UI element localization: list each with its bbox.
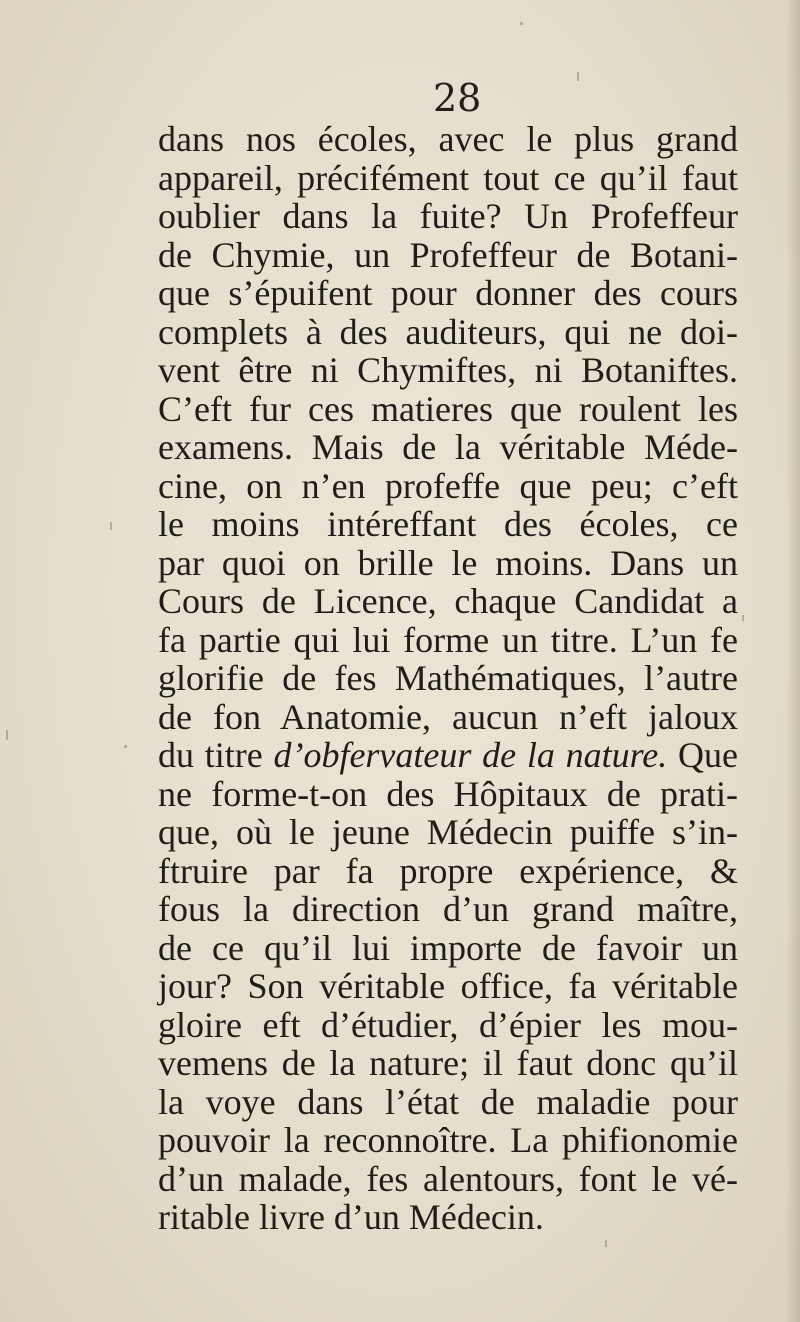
text-line: ftruire par fa propre expérience, &	[158, 850, 738, 891]
text-line: fa partie qui lui forme un titre. L’un fe	[158, 619, 738, 660]
text-line: glorifie de fes Mathématiques, l’autre	[158, 658, 738, 698]
paper-speck	[605, 1240, 607, 1247]
text-line: C’eft fur ces matieres que roulent les	[158, 388, 738, 429]
text-line: Cours de Licence, chaque Candidat a	[158, 581, 738, 621]
text-line: ritable livre d’un Médecin.	[158, 1197, 544, 1237]
text-line: la voye dans l’état de maladie pour	[158, 1081, 738, 1122]
text-line: que s’épuifent pour donner des cours	[158, 273, 738, 313]
paper-speck	[520, 22, 523, 25]
text-line: que, où le jeune Médecin puiffe s’in-	[158, 812, 738, 852]
text-line: pouvoir la reconnoître. La phifionomie	[158, 1120, 738, 1160]
text-line: complets à des auditeurs, qui ne doi-	[158, 311, 738, 352]
text-line: par quoi on brille le moins. Dans un	[158, 542, 738, 583]
body-text	[158, 120, 738, 1237]
text-line: appareil, précifément tout ce qu’il faut	[158, 157, 738, 198]
text-line: examens. Mais de la véritable Méde-	[158, 427, 738, 467]
page-edge-shadow	[786, 0, 800, 1322]
text-line: le moins intéreffant des écoles, ce	[158, 504, 738, 544]
text-line: gloire eft d’étudier, d’épier les mou-	[158, 1004, 738, 1045]
text-line: fous la direction d’un grand maître,	[158, 889, 738, 929]
text-line: d’un malade, fes alentours, font le vé-	[158, 1158, 738, 1199]
italic-phrase: d’obfervateur de la nature.	[273, 735, 668, 775]
text-line: jour? Son véritable office, fa véritable	[158, 966, 738, 1006]
text-line: ne forme-t-on des Hôpitaux de prati-	[158, 773, 738, 814]
text-line: du titre d’obfervateur de la nature. Que	[158, 735, 738, 775]
text-line: vemens de la nature; il faut donc qu’il	[158, 1043, 738, 1083]
text-line: de fon Anatomie, aucun n’eft jaloux	[158, 696, 738, 737]
text-line: dans nos écoles, avec le plus grand	[158, 119, 738, 159]
page-number: 28	[433, 76, 482, 120]
paper-speck	[577, 72, 579, 81]
paper-speck	[110, 522, 112, 530]
text-line: cine, on n’en profeffe que peu; c’eft	[158, 465, 738, 506]
paper-speck	[742, 615, 744, 621]
paper-speck	[6, 730, 8, 740]
text-line: de Chymie, un Profeffeur de Botani-	[158, 234, 738, 275]
text-line: de ce qu’il lui importe de favoir un	[158, 927, 738, 968]
paper-speck	[124, 745, 127, 748]
text-line: vent être ni Chymiftes, ni Botaniftes.	[158, 350, 738, 390]
text-line: oublier dans la fuite? Un Profeffeur	[158, 196, 738, 236]
